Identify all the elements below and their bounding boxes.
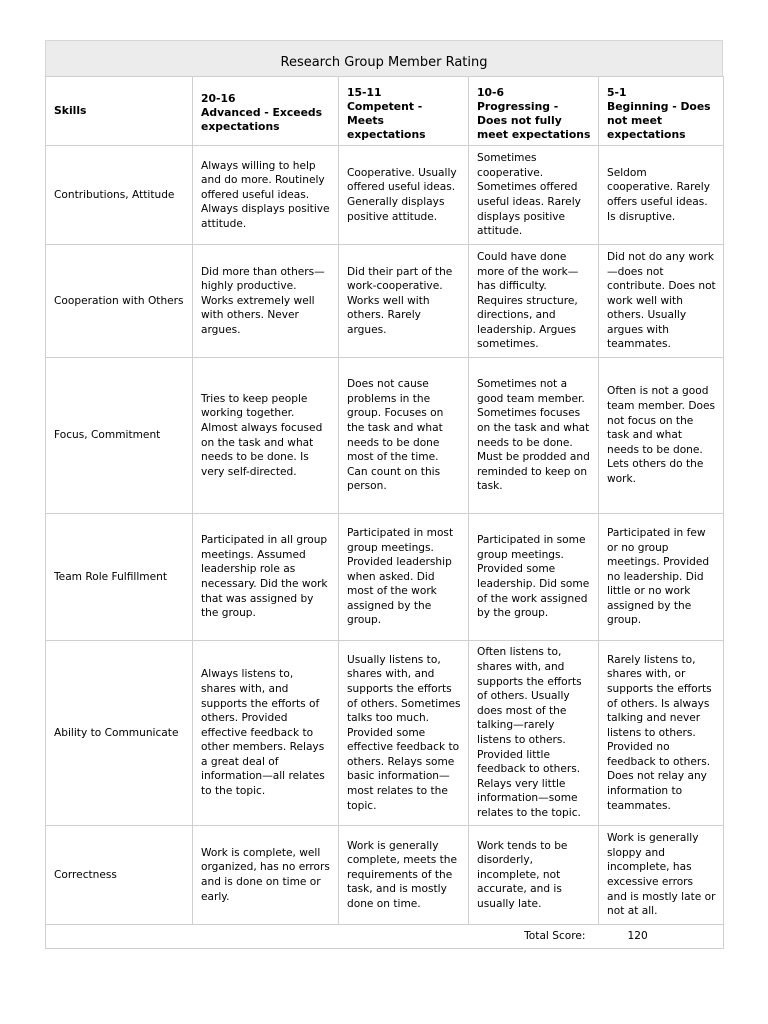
rating-cell: Usually listens to, shares with, and supports the efforts of others. Sometimes talks too much. Provided some effective feedback to others. Relays some basic information—most relates to the topic. xyxy=(339,641,469,826)
rating-cell: Work is generally complete, meets the requirements of the task, and is mostly done on time. xyxy=(339,826,469,925)
rating-cell: Sometimes cooperative. Sometimes offered useful ideas. Rarely displays positive attitude. xyxy=(469,146,599,245)
header-row xyxy=(46,77,724,146)
rating-cell: Participated in few or no group meetings. Provided no leadership. Did little or no work assigned by the group. xyxy=(599,514,724,641)
rating-cell: Cooperative. Usually offered useful ideas. Generally displays positive attitude. xyxy=(339,146,469,245)
rating-cell: Work tends to be disorderly, incomplete, not accurate, and is usually late. xyxy=(469,826,599,925)
rubric-document xyxy=(45,40,723,949)
total-score-value: 120 xyxy=(599,925,724,949)
rating-cell: Does not cause problems in the group. Focuses on the task and what needs to be done most of the time. Can count on this person. xyxy=(339,358,469,514)
document-title: Research Group Member Rating xyxy=(45,40,723,76)
total-score-label: Total Score: xyxy=(469,925,599,949)
rating-cell: Did their part of the work-cooperative. Works well with others. Rarely argues. xyxy=(339,245,469,358)
rating-cell: Did not do any work—does not contribute. Does not work well with others. Usually argues with teammates. xyxy=(599,245,724,358)
total-spacer xyxy=(46,925,469,949)
level-description: Advanced - Exceeds expectations xyxy=(201,106,323,133)
rating-cell: Sometimes not a good team member. Sometimes focuses on the task and what needs to be done. Must be prodded and reminded to keep on task. xyxy=(469,358,599,514)
level-range: 20-16 xyxy=(201,92,236,105)
table-row xyxy=(46,245,724,358)
rating-cell: Participated in most group meetings. Provided leadership when asked. Did most of the work assigned by the group. xyxy=(339,514,469,641)
rating-cell: Work is complete, well organized, has no errors and is done on time or early. xyxy=(193,826,339,925)
skill-cell: Team Role Fulfillment xyxy=(46,514,193,641)
level-description: Progressing - Does not fully meet expectations xyxy=(477,100,591,141)
table-row xyxy=(46,826,724,925)
rating-cell: Rarely listens to, shares with, or supports the efforts of others. Is always talking and never listens to others. Provided no feedback to others. Does not relay any information to teammates. xyxy=(599,641,724,826)
rating-cell: Did more than others—highly productive. Works extremely well with others. Never argues. xyxy=(193,245,339,358)
table-row xyxy=(46,514,724,641)
level-header-beginning xyxy=(599,77,724,146)
table-row xyxy=(46,641,724,826)
rating-cell: Participated in all group meetings. Assumed leadership role as necessary. Did the work that was assigned by the group. xyxy=(193,514,339,641)
rating-cell: Work is generally sloppy and incomplete, has excessive errors and is mostly late or not at all. xyxy=(599,826,724,925)
skill-cell: Cooperation with Others xyxy=(46,245,193,358)
rating-table xyxy=(45,76,724,949)
rating-cell: Often listens to, shares with, and supports the efforts of others. Usually does most of the talking—rarely listens to others. Provided little feedback to others. Relays very little information—some relates to the topic. xyxy=(469,641,599,826)
rating-cell: Tries to keep people working together. Almost always focused on the task and what needs to be done. Is very self-directed. xyxy=(193,358,339,514)
skill-cell: Ability to Communicate xyxy=(46,641,193,826)
skill-cell: Contributions, Attitude xyxy=(46,146,193,245)
level-range: 15-11 xyxy=(347,86,382,99)
rating-cell: Seldom cooperative. Rarely offers useful ideas. Is disruptive. xyxy=(599,146,724,245)
level-header-progressing xyxy=(469,77,599,146)
level-range: 5-1 xyxy=(607,86,627,99)
total-row xyxy=(46,925,724,949)
rating-cell: Always listens to, shares with, and supports the efforts of others. Provided effective feedback to other members. Relays a great deal of information—all relates to the topic. xyxy=(193,641,339,826)
level-header-advanced xyxy=(193,77,339,146)
table-row xyxy=(46,146,724,245)
level-description: Beginning - Does not meet expectations xyxy=(607,100,711,141)
skill-cell: Correctness xyxy=(46,826,193,925)
rating-cell: Participated in some group meetings. Provided some leadership. Did some of the work assigned by the group. xyxy=(469,514,599,641)
level-range: 10-6 xyxy=(477,86,505,99)
skills-header-label: Skills xyxy=(54,104,87,117)
skills-header xyxy=(46,77,193,146)
rating-cell: Could have done more of the work—has difficulty. Requires structure, directions, and leadership. Argues sometimes. xyxy=(469,245,599,358)
rating-cell: Always willing to help and do more. Routinely offered useful ideas. Always displays positive attitude. xyxy=(193,146,339,245)
level-description: Competent - Meets expectations xyxy=(347,100,426,141)
rating-cell: Often is not a good team member. Does not focus on the task and what needs to be done. Lets others do the work. xyxy=(599,358,724,514)
table-row xyxy=(46,358,724,514)
skill-cell: Focus, Commitment xyxy=(46,358,193,514)
level-header-competent xyxy=(339,77,469,146)
